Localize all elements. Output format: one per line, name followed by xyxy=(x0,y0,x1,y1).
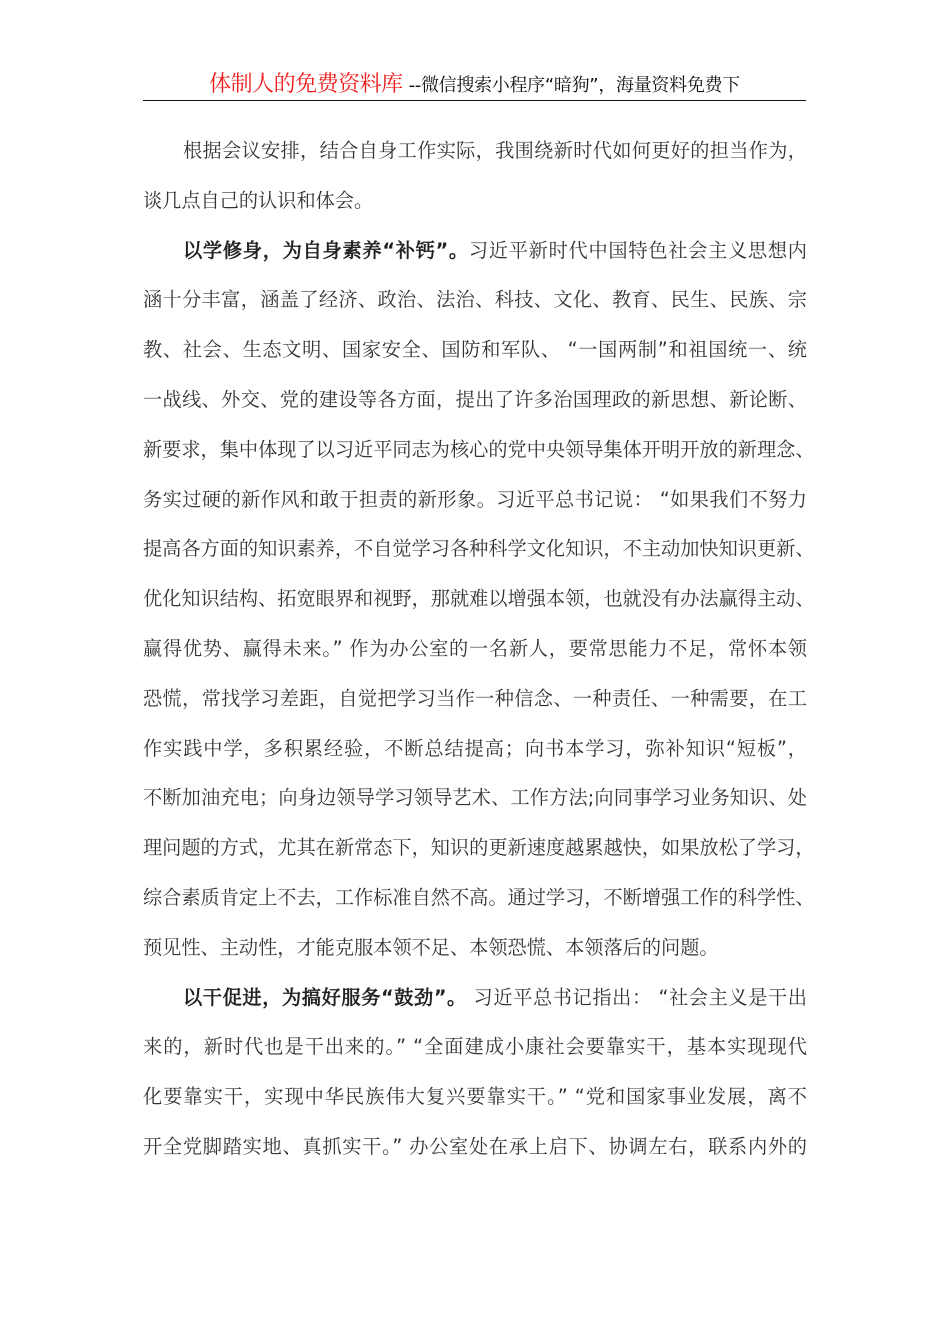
line-text: 提高各方面的知识素养，不自觉学习各种科学文化知识，不主动加快知识更新、 xyxy=(143,537,815,561)
paragraph-work xyxy=(143,973,807,1172)
paragraph-study xyxy=(143,226,815,973)
document-body xyxy=(143,126,815,1172)
line-text: 教、社会、生态文明、国家安全、国防和军队、 “一国两制”和祖国统一、统 xyxy=(143,338,807,362)
paragraph-intro xyxy=(143,126,807,226)
paragraph-lead-heading: 以干促进，为搞好服务“鼓劲”。 xyxy=(183,985,467,1009)
text-line xyxy=(143,176,807,226)
line-text: 新要求，集中体现了以习近平同志为核心的党中央领导集体开明开放的新理念、 xyxy=(143,437,815,461)
line-text: 理问题的方式，尤其在新常态下，知识的更新速度越累越快，如果放松了学习， xyxy=(143,836,815,860)
text-line xyxy=(143,126,807,176)
line-text: 根据会议安排，结合自身工作实际，我围绕新时代如何更好的担当作为， xyxy=(183,139,807,162)
text-line xyxy=(143,923,807,973)
line-text: 开全党脚踏实地、真抓实干。” 办公室处在承上启下、协调左右，联系内外的 xyxy=(143,1134,807,1158)
page-header xyxy=(143,70,806,101)
line-text: 赢得优势、赢得未来。” 作为办公室的一名新人，要常思能力不足，常怀本领 xyxy=(143,636,807,660)
text-line xyxy=(143,724,807,774)
text-line xyxy=(143,773,807,823)
line-text: 作实践中学，多积累经验，不断总结提高；向书本学习，弥补知识“短板”， xyxy=(143,736,807,760)
text-line xyxy=(143,973,807,1023)
line-text: 习近平总书记指出： “社会主义是干出 xyxy=(466,985,807,1009)
line-text: 综合素质肯定上不去，工作标准自然不高。通过学习，不断增强工作的科学性、 xyxy=(143,885,815,909)
line-text: 预见性、主动性，才能克服本领不足、本领恐慌、本领落后的问题。 xyxy=(143,935,719,959)
text-line xyxy=(143,325,807,375)
text-line xyxy=(143,275,807,325)
line-text: 化要靠实干，实现中华民族伟大复兴要靠实干。” “党和国家事业发展，离不 xyxy=(143,1085,807,1109)
line-text: 来的，新时代也是干出来的。” “全面建成小康社会要靠实干，基本实现现代 xyxy=(143,1035,807,1059)
text-line xyxy=(143,873,815,923)
text-line xyxy=(143,475,807,525)
text-line xyxy=(143,624,807,674)
header-brand: 体制人的免费资料库 xyxy=(209,72,403,97)
line-text: 涵十分丰富，涵盖了经济、政治、法治、科技、文化、教育、民生、民族、宗 xyxy=(143,288,807,312)
text-line xyxy=(143,226,807,276)
header-tagline: --微信搜索小程序“暗狗”，海量资料免费下 xyxy=(408,75,740,96)
line-text: 不断加油充电；向身边领导学习领导艺术、工作方法;向同事学习业务知识、处 xyxy=(143,786,807,810)
text-line xyxy=(143,823,815,873)
line-text: 习近平新时代中国特色社会主义思想内 xyxy=(468,238,807,262)
text-line xyxy=(143,1122,807,1172)
line-text: 恐慌，常找学习差距，自觉把学习当作一种信念、一种责任、一种需要，在工 xyxy=(143,686,807,710)
line-text: 谈几点自己的认识和体会。 xyxy=(143,188,374,212)
paragraph-lead-heading: 以学修身，为自身素养“补钙”。 xyxy=(183,238,469,262)
text-line xyxy=(143,1022,807,1072)
text-line xyxy=(143,1072,807,1122)
text-line xyxy=(143,524,815,574)
line-text: 一战线、外交、党的建设等各方面，提出了许多治国理政的新思想、新论断、 xyxy=(143,387,807,411)
text-line xyxy=(143,375,807,425)
text-line xyxy=(143,425,815,475)
line-text: 优化知识结构、拓宽眼界和视野，那就难以增强本领，也就没有办法赢得主动、 xyxy=(143,587,815,611)
text-line xyxy=(143,674,807,724)
text-line xyxy=(143,574,815,624)
line-text: 务实过硬的新作风和敢于担责的新形象。习近平总书记说： “如果我们不努力 xyxy=(143,487,807,511)
